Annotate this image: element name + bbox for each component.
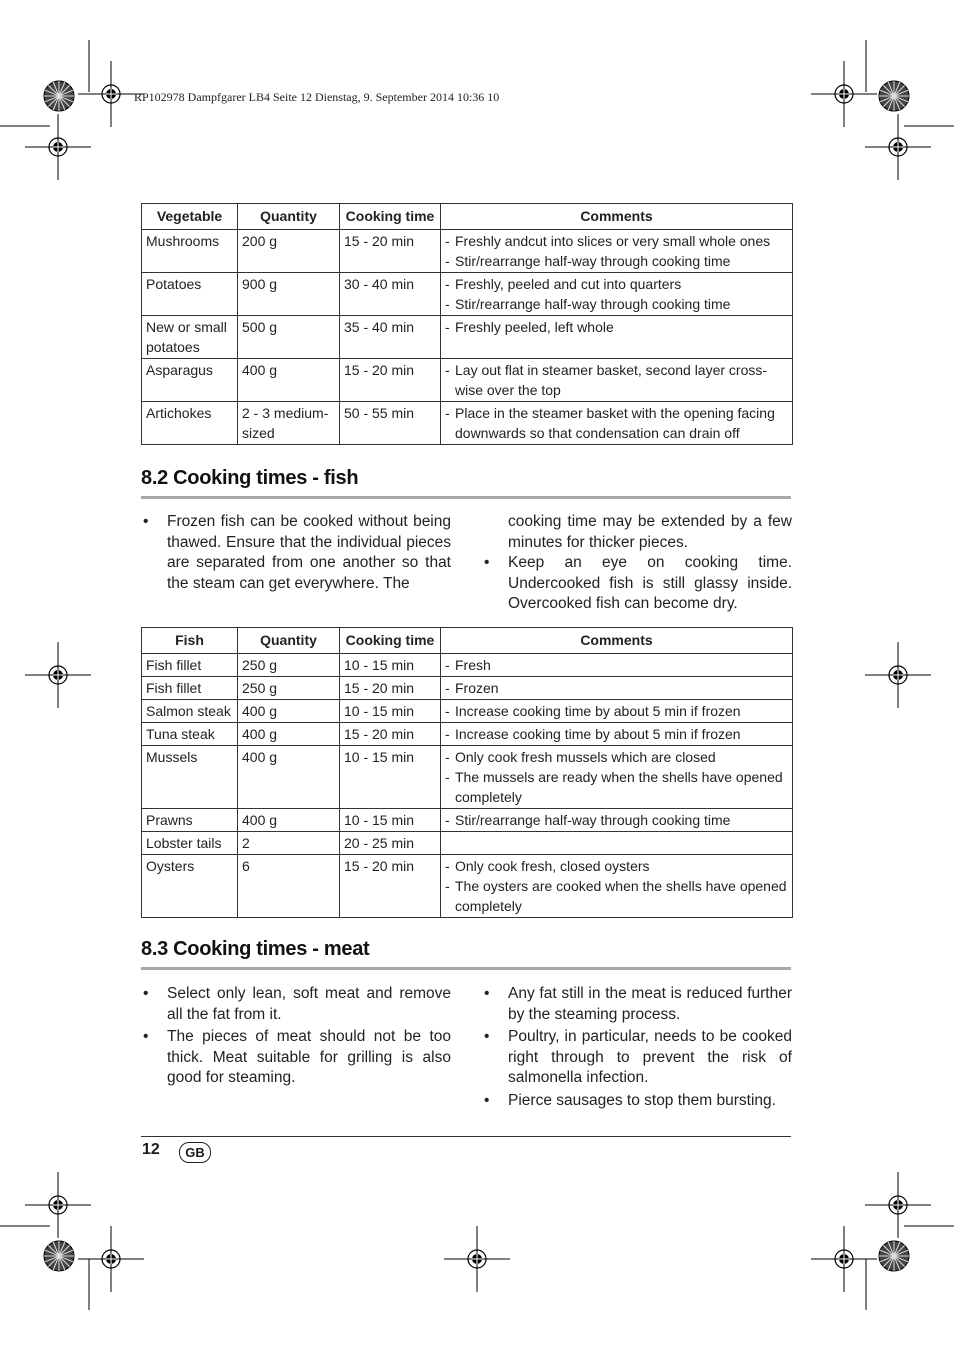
list-item: • Pierce sausages to stop them bursting. <box>482 1091 792 1112</box>
language-badge: GB <box>179 1142 211 1163</box>
table-row <box>142 359 793 402</box>
bullet-icon: • <box>143 1028 149 1045</box>
column-header: Comments <box>441 204 793 230</box>
comment-item: - The mussels are ready when the shells have opened completely <box>445 767 788 807</box>
cell-time: 50 - 55 min <box>340 402 441 445</box>
comment-item: - Frozen <box>445 678 788 698</box>
crosshair-icon <box>78 1226 144 1292</box>
cell-item: Oysters <box>142 855 238 918</box>
cell-comments <box>441 700 793 723</box>
crosshair-icon <box>865 114 931 180</box>
bullet-icon: • <box>484 554 490 571</box>
cell-quantity: 250 g <box>238 677 340 700</box>
comment-item: - Freshly andcut into slices or very small whole ones <box>445 231 788 251</box>
section-title-fish: 8.2 Cooking times - fish <box>141 467 791 499</box>
cell-quantity: 400 g <box>238 359 340 402</box>
cell-item: Fish fillet <box>142 677 238 700</box>
crosshair-icon <box>865 1172 931 1238</box>
cell-time: 15 - 20 min <box>340 359 441 402</box>
table-header-row <box>142 628 793 654</box>
comment-item: - Place in the steamer basket with the opening facing downwards so that condensation can drain off <box>445 403 788 443</box>
cell-quantity: 2 - 3 medium-sized <box>238 402 340 445</box>
vegetable-table-body <box>142 230 793 445</box>
comment-item: - Stir/rearrange half-way through cooking time <box>445 810 788 830</box>
fish-table-body <box>142 654 793 918</box>
cell-item: Fish fillet <box>142 654 238 677</box>
cell-item: Tuna steak <box>142 723 238 746</box>
cell-comments <box>441 402 793 445</box>
cell-time: 10 - 15 min <box>340 654 441 677</box>
cell-time: 20 - 25 min <box>340 832 441 855</box>
table-row <box>142 855 793 918</box>
bullet-icon: • <box>143 985 149 1002</box>
bullet-icon: • <box>484 985 490 1002</box>
column-header: Quantity <box>238 204 340 230</box>
table-row <box>142 316 793 359</box>
registration-star-icon <box>44 1241 74 1271</box>
cell-comments <box>441 746 793 809</box>
cell-item: Lobster tails <box>142 832 238 855</box>
cell-time: 15 - 20 min <box>340 723 441 746</box>
cell-time: 10 - 15 min <box>340 809 441 832</box>
column-header: Fish <box>142 628 238 654</box>
cell-comments <box>441 855 793 918</box>
cell-comments <box>441 230 793 273</box>
cell-time: 30 - 40 min <box>340 273 441 316</box>
comment-item: - Increase cooking time by about 5 min if frozen <box>445 724 788 744</box>
comment-item: - Only cook fresh mussels which are closed <box>445 747 788 767</box>
cell-quantity: 400 g <box>238 746 340 809</box>
cell-quantity: 500 g <box>238 316 340 359</box>
column-header: Quantity <box>238 628 340 654</box>
continued-text: cooking time may be extended by a few minutes for thicker pieces. <box>508 513 792 551</box>
fish-notes-left-column <box>141 512 451 596</box>
registration-star-icon <box>879 81 909 111</box>
cell-item: Mussels <box>142 746 238 809</box>
cell-comments <box>441 677 793 700</box>
table-row <box>142 832 793 855</box>
table-row <box>142 700 793 723</box>
table-header-row <box>142 204 793 230</box>
column-header: Comments <box>441 628 793 654</box>
column-header: Cooking time <box>340 204 441 230</box>
cell-time: 10 - 15 min <box>340 700 441 723</box>
table-row <box>142 809 793 832</box>
table-row <box>142 746 793 809</box>
list-item: • Frozen fish can be cooked without being thawed. Ensure that the individual pieces are separated from one another so that the steam can get everywhere. The <box>143 513 451 592</box>
comment-item: - Freshly, peeled and cut into quarters <box>445 274 788 294</box>
bullet-icon: • <box>143 513 149 530</box>
table-row <box>142 230 793 273</box>
cell-item: New or small potatoes <box>142 316 238 359</box>
cell-comments <box>441 809 793 832</box>
cell-time: 35 - 40 min <box>340 316 441 359</box>
cell-time: 10 - 15 min <box>340 746 441 809</box>
comment-item: - Stir/rearrange half-way through cooking time <box>445 294 788 314</box>
fish-notes-right-column <box>482 512 792 617</box>
cell-quantity: 250 g <box>238 654 340 677</box>
table-row <box>142 273 793 316</box>
comment-item: - Stir/rearrange half-way through cooking time <box>445 251 788 271</box>
footer-divider <box>141 1136 791 1137</box>
cell-quantity: 400 g <box>238 700 340 723</box>
cell-comments <box>441 832 793 855</box>
cell-quantity: 900 g <box>238 273 340 316</box>
cell-item: Asparagus <box>142 359 238 402</box>
comment-item: - The oysters are cooked when the shells have opened completely <box>445 876 788 916</box>
comment-item: - Fresh <box>445 655 788 675</box>
table-row <box>142 677 793 700</box>
meat-notes-right-column <box>482 984 792 1113</box>
comment-item: - Lay out flat in steamer basket, second layer cross-wise over the top <box>445 360 788 400</box>
print-job-header: RP102978 Dampfgarer LB4 Seite 12 Dienstag, 9. September 2014 10:36 10 <box>134 90 500 104</box>
crosshair-icon <box>865 642 931 708</box>
vegetable-cooking-table <box>141 203 793 445</box>
cell-quantity: 400 g <box>238 809 340 832</box>
cell-comments <box>441 359 793 402</box>
cell-item: Prawns <box>142 809 238 832</box>
table-row <box>142 654 793 677</box>
crosshair-icon <box>811 61 877 127</box>
bullet-icon: • <box>484 1028 490 1045</box>
cell-item: Potatoes <box>142 273 238 316</box>
list-item: • Any fat still in the meat is reduced further by the steaming process. <box>484 985 792 1023</box>
comment-item: - Freshly peeled, left whole <box>445 317 788 337</box>
cell-comments <box>441 723 793 746</box>
registration-star-icon <box>879 1241 909 1271</box>
crosshair-icon <box>25 1172 91 1238</box>
list-item: • Select only lean, soft meat and remove all the fat from it. <box>143 985 451 1023</box>
section-title-meat: 8.3 Cooking times - meat <box>141 938 791 970</box>
cell-time: 15 - 20 min <box>340 855 441 918</box>
cell-quantity: 6 <box>238 855 340 918</box>
cell-item: Artichokes <box>142 402 238 445</box>
cell-quantity: 400 g <box>238 723 340 746</box>
column-header: Cooking time <box>340 628 441 654</box>
table-row <box>142 402 793 445</box>
cell-item: Mushrooms <box>142 230 238 273</box>
crosshair-icon <box>25 114 91 180</box>
list-item: • Keep an eye on cooking time. Undercooked fish is still glassy inside. Overcooked fish can become dry. <box>484 554 792 612</box>
crosshair-icon <box>25 642 91 708</box>
meat-notes-left-column <box>141 984 451 1091</box>
comment-item: - Only cook fresh, closed oysters <box>445 856 788 876</box>
column-header: Vegetable <box>142 204 238 230</box>
cell-item: Salmon steak <box>142 700 238 723</box>
comment-item: - Increase cooking time by about 5 min if frozen <box>445 701 788 721</box>
cell-comments <box>441 654 793 677</box>
cell-time: 15 - 20 min <box>340 230 441 273</box>
cell-comments <box>441 316 793 359</box>
cell-quantity: 200 g <box>238 230 340 273</box>
table-row <box>142 723 793 746</box>
cell-comments <box>441 273 793 316</box>
cell-quantity: 2 <box>238 832 340 855</box>
list-item: • Poultry, in particular, needs to be cooked right through to prevent the risk of salmonella infection. <box>484 1028 792 1086</box>
bullet-icon: • <box>484 1091 490 1109</box>
registration-star-icon <box>44 81 74 111</box>
list-item: • The pieces of meat should not be too thick. Meat suitable for grilling is also good for steaming. <box>143 1028 451 1086</box>
crosshair-icon <box>444 1226 510 1292</box>
crosshair-icon <box>811 1226 877 1292</box>
fish-cooking-table <box>141 627 793 918</box>
page-number: 12 <box>142 1141 160 1158</box>
cell-time: 15 - 20 min <box>340 677 441 700</box>
